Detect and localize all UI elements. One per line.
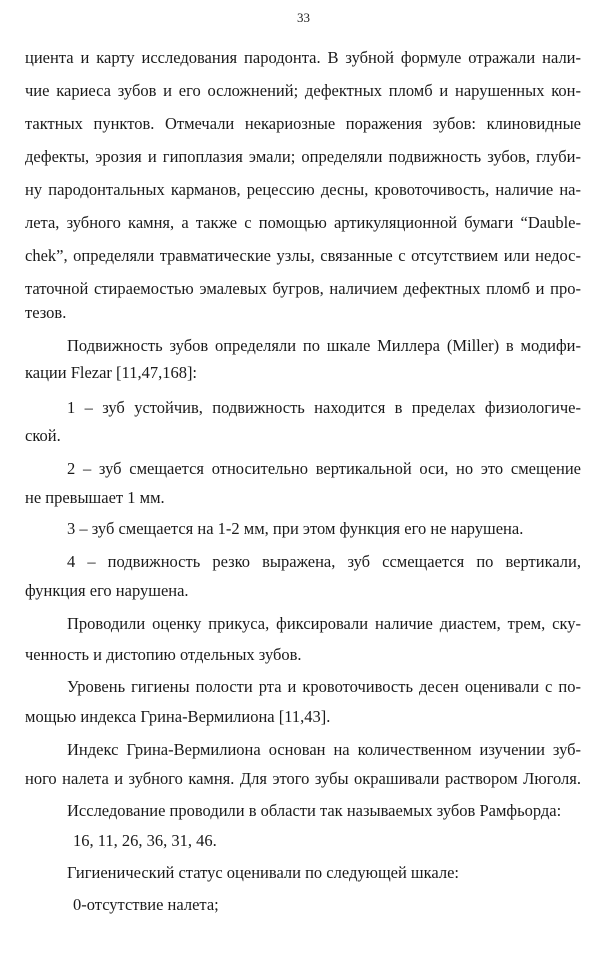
- text-line: ного налета и зубного камня. Для этого зубы окрашивали раствором Люголя.: [25, 769, 581, 788]
- text-line: chek”, определяли травматические узлы, связанные с отсутствием или недос-: [25, 246, 581, 265]
- list-item: 3 – зуб смещается на 1-2 мм, при этом функция его не нарушена.: [67, 519, 524, 538]
- text-line: Гигиенический статус оценивали по следующей шкале:: [67, 863, 460, 882]
- list-item: 2 – зуб смещается относительно вертикальной оси, но это смещение: [67, 459, 581, 478]
- text-line: 0-отсутствие налета;: [73, 895, 219, 914]
- text-line: функция его нарушена.: [25, 581, 189, 600]
- text-line: Подвижность зубов определяли по шкале Миллера (Miller) в модифи-: [67, 336, 581, 355]
- list-item: 4 – подвижность резко выражена, зуб ссмещается по вертикали,: [67, 552, 581, 571]
- text-line: не превышает 1 мм.: [25, 488, 165, 507]
- text-line: ну пародонтальных карманов, рецессию десны, кровоточивость, наличие на-: [25, 180, 581, 199]
- text-line: тезов.: [25, 303, 67, 322]
- text-line: кации Flezar [11,47,168]:: [25, 363, 198, 382]
- text-line: Проводили оценку прикуса, фиксировали наличие диастем, трем, ску-: [67, 614, 581, 633]
- list-item: 1 – зуб устойчив, подвижность находится в пределах физиологиче-: [67, 398, 581, 417]
- text-line: циента и карту исследования пародонта. В зубной формуле отражали нали-: [25, 48, 581, 67]
- text-line: чие кариеса зубов и его осложнений; дефектных пломб и нарушенных кон-: [25, 81, 581, 100]
- text-line: тактных пунктов. Отмечали некариозные поражения зубов: клиновидные: [25, 114, 581, 133]
- text-line: Уровень гигиены полости рта и кровоточивость десен оценивали с по-: [67, 677, 581, 696]
- text-line: таточной стираемостью эмалевых бугров, наличием дефектных пломб и про-: [25, 279, 581, 298]
- page-number: 33: [297, 10, 310, 25]
- text-line: лета, зубного камня, а также с помощью артикуляционной бумаги “Dauble-: [25, 213, 581, 232]
- text-line: дефекты, эрозия и гипоплазия эмали; определяли подвижность зубов, глуби-: [25, 147, 581, 166]
- text-line: ской.: [25, 426, 61, 445]
- text-line: Исследование проводили в области так называемых зубов Рамфьорда:: [67, 801, 562, 820]
- text-line: 16, 11, 26, 36, 31, 46.: [73, 831, 217, 850]
- text-line: Индекс Грина-Вермилиона основан на количественном изучении зуб-: [67, 740, 581, 759]
- text-line: мощью индекса Грина-Вермилиона [11,43].: [25, 707, 331, 726]
- text-line: ченность и дистопию отдельных зубов.: [25, 645, 302, 664]
